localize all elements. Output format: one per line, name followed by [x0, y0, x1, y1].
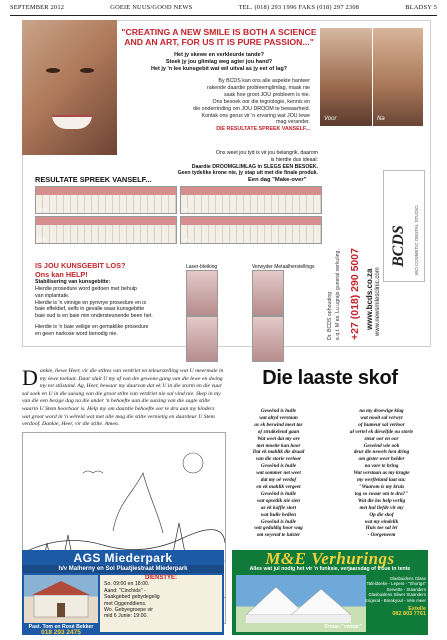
dental-quote: "CREATING A NEW SMILE IS BOTH A SCIENCE AND AN ART, FOR US IT IS PURE PASSION..."	[121, 27, 317, 47]
dental-contact-strip	[325, 130, 425, 342]
poem-line: steur oor en oor	[364, 435, 399, 442]
service-line: mid 6 Junie: 19:00.	[104, 613, 148, 620]
poem-column-2	[335, 408, 428, 546]
problem-line: en geen narkose word benodig nie.	[35, 330, 118, 337]
teeth-label: Voor	[38, 207, 47, 212]
poem-line: na vore te bring	[364, 463, 399, 470]
results-title: RESULTATE SPREEK VANSELF...	[35, 175, 152, 184]
treatment-image	[252, 316, 284, 362]
dental-intro	[126, 52, 312, 74]
poem-line: wat hulle bedien	[260, 511, 297, 518]
dental-phone: +27 (018) 290 5007	[349, 248, 361, 340]
smiling-woman-photo	[22, 20, 117, 155]
service-line: So. 09:00 en 18:00.	[104, 581, 150, 588]
poem-line: Wat weet dat my ore	[257, 435, 300, 442]
pastor-tel: 018 293 2475	[41, 629, 81, 636]
problem-title: IS JOU KUNSGEBIT LOS?	[35, 261, 126, 270]
problem-line: van inplantate.	[35, 292, 70, 299]
tent-photo	[236, 575, 366, 632]
ags-service-times	[100, 575, 222, 632]
poem-title: Die laaste skof	[262, 367, 398, 389]
poem-line: wat geduldig hoor wag	[254, 525, 303, 532]
poem-line: al vertel ek dieselfde ou storie	[349, 428, 414, 435]
treatment-photos	[186, 264, 326, 362]
body-line: die onderrinding om JOU DROOM te bewaarheid.	[193, 105, 310, 112]
service-line: met Oggenddiens.	[104, 600, 147, 607]
caption: Laser-bleiking	[186, 264, 218, 270]
poem-line: Geseënd is hulle	[260, 463, 297, 470]
intro-line: Steek jy jou glimlag weg agter jou hand?	[165, 59, 273, 66]
poem-line: deur die newels hen dring	[353, 449, 410, 456]
poem-line: tog so swaar om te dra?"	[354, 490, 409, 497]
body-line: Ons besoek oor die tegnologie, kennis en	[212, 98, 310, 105]
problem-line: baie effektief, selfs in gevalle waar kunsgebitte	[35, 306, 145, 313]
poem-line: my werfleland laat sta:	[357, 477, 406, 484]
treatment-image	[252, 270, 284, 316]
before-photo	[320, 28, 372, 126]
problem-line: Hierdie is 'n vinnige en pynvrye prosedure en is	[35, 299, 147, 306]
poem-line: na my droewige klag	[359, 408, 404, 414]
prayer-text	[22, 365, 224, 429]
problem-line: Hierdie is 'n baie veilige en gemaklike prosedure	[35, 323, 149, 330]
drop-cap: D	[22, 365, 38, 390]
ags-address: h/v Malherny en Sol Plaatjiestraat Miederpark	[22, 565, 224, 573]
teeth-after-2	[180, 216, 322, 244]
bcds-logo-text: BCDS	[390, 225, 407, 267]
poem-line: as ek koffie stort	[260, 504, 297, 511]
contact-name: Estelle	[408, 606, 426, 613]
poem-line: en ek mahlik vergeet	[256, 483, 301, 490]
poem-line: wat sommer net weet	[256, 470, 301, 477]
service-title: DIENSTYE:	[144, 575, 177, 581]
teeth-label: Na	[183, 207, 189, 212]
after-photo	[373, 28, 423, 126]
header-rule	[10, 15, 437, 16]
prayer-body: ankie, liewe Heer, vir die stiltes van verdriet en teleurstelling wat U meermale in my lewe toelaat. Daar sluit U my af van die gewone gang van die lewe en dwing my tot stilstand. Ag, Heer, bewaar my daarvan dat ek U in die storm en die vuur sal soek en U in die suising van die groot stilte van verdriet nie sal vind nie. Skep in my van die een besige dag na die ander 'n behoefte aan die suising van die sagte stilte waarin U Stem hoorbaar is. Help my om daardie behoefte oor te dra aan my kinders wat groot word in 'n wêreld wat met alle mag die stilte vernietig en daardeur U Stem verdoof. Dankie, Heer, vir die stilte. Amen.	[22, 368, 224, 428]
treatment-image	[186, 316, 218, 362]
teeth-label: Na	[183, 237, 189, 242]
service-item: Servette - Staanders	[386, 586, 426, 592]
dental-body	[150, 78, 310, 133]
bcds-logo-sub: BIO COSMETIC DENTAL STUDIO	[414, 205, 419, 275]
service-item: Glasbuidens Silwer Staanders	[368, 592, 426, 598]
ags-title: AGS Miederpark	[73, 551, 173, 565]
dental-web2[interactable]: www.newsmilesclinic.com	[375, 267, 381, 336]
poem-line: wat my eindelik	[364, 518, 399, 525]
tent-label: Troue-"venue"	[323, 624, 362, 630]
poem-line: om swyend te luister	[256, 532, 301, 539]
poem-line: as ek beswind meet tas	[254, 421, 303, 428]
makeover-label: Een dag "Make-over"	[248, 177, 307, 183]
church-photo	[24, 575, 98, 623]
poem-line: Wat die las help verlig	[357, 497, 406, 504]
side-text-1: Dr. BCDS ophouding	[327, 291, 333, 340]
header-date: SEPTEMBER 2012	[10, 4, 65, 11]
problem-line: Stabilisering van kunsgebitte:	[35, 279, 111, 286]
me-services-list	[350, 576, 426, 618]
poem-line: Geseënd is hulle	[260, 490, 297, 497]
header-tel: TEL. (018) 293 1996 FAKS (018) 297 2308	[238, 4, 360, 11]
poem-column-1	[232, 408, 325, 546]
header-paper: GOEIE NUUS/GOOD NEWS	[110, 4, 193, 11]
poem-line: wat altyd verstaan	[259, 414, 298, 421]
ags-pastor	[24, 624, 98, 636]
service-line: Wo. Gebyegroepe vir	[104, 607, 153, 614]
side-text-2: e.q.t. M es. Lu ugrajs guneral verkuling,	[335, 249, 341, 340]
fine-line: Geen tydelike krone nie, jy stap uit met die finale produk.	[177, 170, 318, 177]
problem-line: Hierdie prosedure word gedoen met behulp	[35, 285, 137, 292]
poem-line: Geseënd wie ook	[363, 442, 400, 449]
fine-line: Ons weet jou tyd is vir jou belangrik, daarom	[215, 150, 318, 156]
body-line: mag verander.	[276, 119, 310, 126]
poem-line: of humeur sal verloor	[358, 421, 405, 428]
service-line: Aand: "Cinchids" -	[104, 587, 146, 594]
teeth-before-1	[35, 186, 177, 214]
bcds-logo	[383, 170, 425, 282]
header-page: BLADSY 5	[405, 4, 437, 11]
treatment-image	[186, 270, 218, 316]
poem-line: "Waarom is my kruis	[358, 483, 405, 490]
after-label: Na	[377, 116, 385, 122]
body-line: rakende daardie probleemglimlag, maak nie	[206, 84, 310, 91]
poem-line: met moeite kan hoor	[256, 442, 301, 449]
loose-denture-section	[35, 262, 185, 338]
body-line: By BCDS kan ons alle aspekte hanteer	[218, 78, 310, 84]
poem-line: om gister weer helder	[358, 456, 405, 463]
poem-line: van die storie verloor	[255, 456, 302, 463]
problem-line: baie oud is en baie min ondersteunende been het.	[35, 313, 153, 320]
church-building-icon	[24, 575, 98, 623]
service-item: Erigeral - Breakyoul - Vele meer	[365, 597, 426, 603]
poem-line: Dat ek mahlik die draad	[252, 449, 305, 456]
teeth-before-2	[35, 216, 177, 244]
poem-line: Geseënd is hulle	[260, 518, 297, 525]
teeth-after-1	[180, 186, 322, 214]
fine-line: Daardie DROOMGLIMLAG in SLEGS EEN BESOEK.	[191, 163, 318, 170]
contact-tel: 082 803 7761	[392, 611, 426, 618]
dental-web1[interactable]: www.bcds.co.za	[365, 268, 374, 330]
caption: Verwyder Metaalherstellings	[252, 264, 315, 270]
service-item: Glasbuidens Glase	[389, 576, 426, 581]
poem-line: met hul liefde vir my	[359, 504, 404, 511]
problem-subtitle: Ons kan HELP!	[35, 269, 88, 279]
poem-line: Geseënd is hulle	[260, 408, 297, 414]
body-line: saak hoe groot JOU probleem is nie.	[224, 91, 310, 98]
pastor-name: Past. Tom en Rosé Bekker	[28, 624, 94, 630]
me-title: M&E Verhurings	[265, 549, 395, 568]
poem-line: Op die skof	[369, 511, 394, 518]
poem-line: of struikelend gaan	[257, 428, 300, 435]
fine-line: is hierdie dus ideaal:	[270, 156, 318, 163]
dental-fine	[122, 150, 318, 177]
metal-removal	[252, 264, 318, 362]
poem-line: wat opsetlik nie sien	[256, 497, 301, 504]
body-line: Kontak ons gerus vir 'n ervaring wat JOU lewe	[201, 112, 310, 119]
poem-line: Huis toe sal lei	[365, 525, 398, 532]
me-subtitle: Alles wat jul nodig het vir 'n funksie, verjaarsdag of troue in tente	[249, 566, 411, 572]
body-line-results: DIE RESULTATE SPREEK VANSELF...	[216, 126, 310, 133]
service-item: Tafeldoeke - Lepers - "Shortgs"	[366, 581, 426, 587]
poem-line: - Oorgeneem	[367, 532, 396, 539]
service-line: Saakgebed gebydegelig	[104, 594, 160, 601]
poem-body	[232, 408, 428, 546]
poem-line: dat my oë verdof	[260, 477, 297, 484]
poem-line: Wat verstaan as my kragte	[353, 470, 410, 477]
laser-bleaching	[186, 264, 246, 362]
before-label: Voor	[324, 116, 337, 122]
intro-line: Het jy 'n lee kunsgebit wat wil uitval as jy eet of lag?	[150, 66, 288, 73]
teeth-label: Voor	[38, 237, 47, 242]
poem-line: wat nooit sal verwyt	[360, 414, 403, 421]
intro-line: Het jy skewe en verkleurde tande?	[174, 52, 264, 58]
